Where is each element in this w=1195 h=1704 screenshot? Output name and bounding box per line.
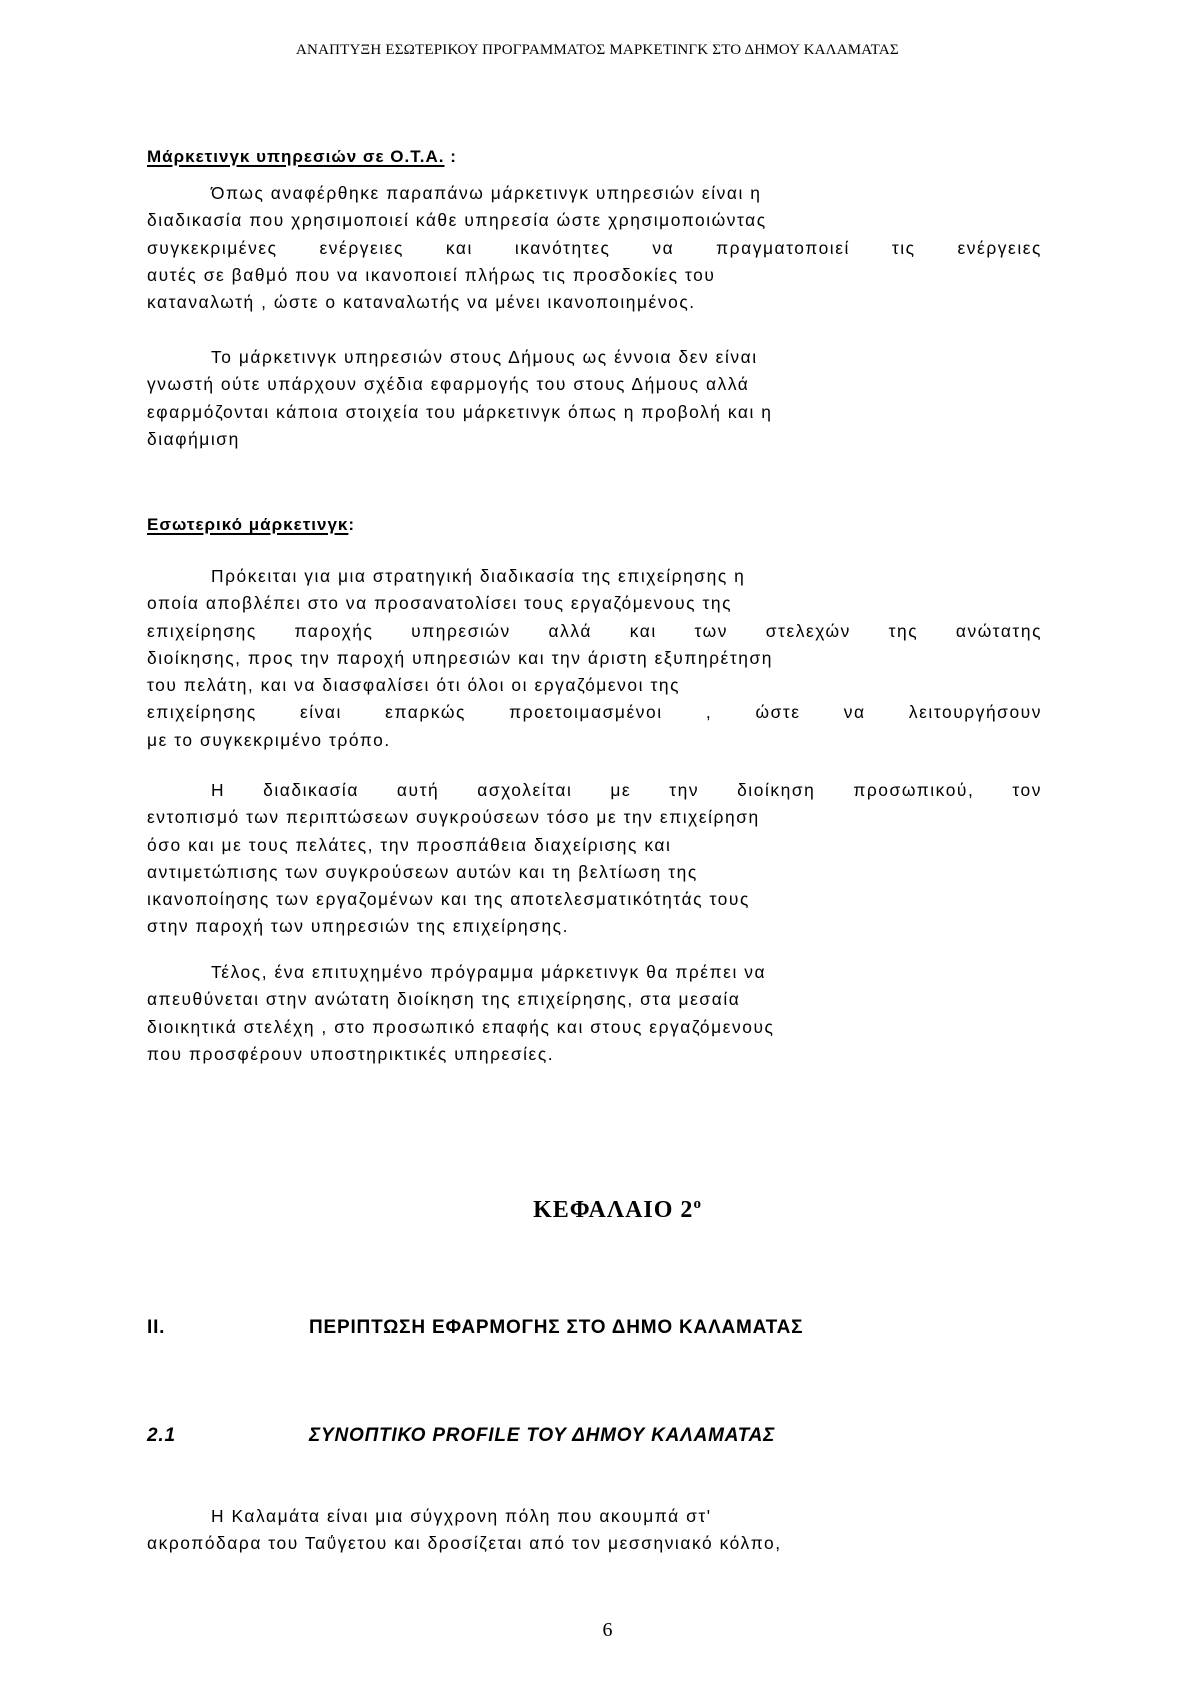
section-heading-services-marketing [147,147,457,167]
part-number: II. [147,1317,166,1338]
paragraph-kalamata-intro [147,1503,1042,1558]
section-heading-colon: : [444,147,457,166]
text-line: στην παροχή των υπηρεσιών της επιχείρησης. [147,916,569,937]
running-header: ΑΝΑΠΤΥΞΗ ΕΣΩΤΕΡΙΚΟΥ ΠΡΟΓΡΑΜΜΑΤΟΣ ΜΑΡΚΕΤΙΝΓΚ ΣΤΟ ΔΗΜΟΥ ΚΑΛΑΜΑΤΑΣ [296,42,899,58]
paragraph-process-description [147,777,1042,941]
text-line: γνωστή ούτε υπάρχουν σχέδια εφαρμογής του στους Δήμους αλλά [147,374,750,395]
paragraph-program-audience [147,959,1042,1068]
text-line: απευθύνεται στην ανώτατη διοίκηση της επιχείρησης, στα μεσαία [147,989,741,1010]
text-line: αντιμετώπισης των συγκρούσεων αυτών και τη βελτίωση της [147,861,698,882]
chapter-title [0,1196,1195,1224]
chapter-title-text: ΚΕΦΑΛΑΙΟ 2 [533,1197,694,1223]
page-number: 6 [602,1619,613,1641]
section-heading-internal-marketing [147,515,355,535]
text-line: που προσφέρουν υποστηρικτικές υπηρεσίες. [147,1043,555,1064]
part-title: ΠΕΡΙΠΤΩΣΗ ΕΦΑΡΜΟΓΗΣ ΣΤΟ ΔΗΜΟ ΚΑΛΑΜΑΤΑΣ [309,1317,804,1338]
section-heading-text: Μάρκετινγκ υπηρεσιών σε Ο.Τ.Α. [147,147,445,166]
paragraph-internal-marketing-definition [147,563,1042,754]
text-line: του πελάτη, και να διασφαλίσει ότι όλοι οι εργαζόμενοι της [147,675,681,696]
text-line: ικανοποίησης των εργαζομένων και της αποτελεσματικότητάς τους [147,889,750,910]
text-line: διοικητικά στελέχη , στο προσωπικό επαφής και στους εργαζόμενους [147,1016,775,1037]
paragraph-services-definition [147,180,1042,316]
text-line: εντοπισμό των περιπτώσεων συγκρούσεων τόσο με την επιχείρηση [147,807,760,828]
text-line: Τέλος, ένα επιτυχημένο πρόγραμμα μάρκετινγκ θα πρέπει να [211,962,767,982]
section-heading-text: Εσωτερικό μάρκετινγκ [147,515,349,534]
text-line: επιχείρησης είναι επαρκώς προετοιμασμένοι , ώστε να λειτουργήσουν [147,702,1042,723]
text-line: ακροπόδαρα του Ταΰγετου και δροσίζεται από τον μεσσηνιακό κόλπο, [147,1533,782,1554]
text-line: Πρόκειται για μια στρατηγική διαδικασία της επιχείρησης η [211,566,746,586]
subsection-heading [147,1425,775,1447]
text-line: οποία αποβλέπει στο να προσανατολίσει τους εργαζόμενους της [147,593,733,614]
text-line: Η Καλαμάτα είναι μια σύγχρονη πόλη που ακουμπά στ' [211,1506,712,1526]
text-line: με το συγκεκριμένο τρόπο. [147,729,391,750]
part-heading [147,1317,803,1339]
text-line: καταναλωτή , ώστε ο καταναλωτής να μένει ικανοποιημένος. [147,292,696,313]
text-line: Η διαδικασία αυτή ασχολείται με την διοίκηση προσωπικού, τον [211,780,1042,800]
text-line: αυτές σε βαθμό που να ικανοποιεί πλήρως τις προσδοκίες του [147,264,716,285]
text-line: διαφήμιση [147,428,240,449]
subsection-title: ΣΥΝΟΠΤΙΚΟ PROFILE ΤΟΥ ΔΗΜΟΥ ΚΑΛΑΜΑΤΑΣ [309,1425,776,1446]
text-line: επιχείρησης παροχής υπηρεσιών αλλά και των στελεχών της ανώτατης [147,620,1042,641]
text-line: διαδικασία που χρησιμοποιεί κάθε υπηρεσία ώστε χρησιμοποιώντας [147,210,767,231]
text-line: εφαρμόζονται κάποια στοιχεία του μάρκετινγκ όπως η προβολή και η [147,401,773,422]
paragraph-municipal-marketing [147,344,1042,453]
text-line: όσο και με τους πελάτες, την προσπάθεια διαχείρισης και [147,834,672,855]
text-line: διοίκησης, προς την παροχή υπηρεσιών και την άριστη εξυπηρέτηση [147,647,773,668]
text-line: Το μάρκετινγκ υπηρεσιών στους Δήμους ως έννοια δεν είναι [211,347,758,367]
section-heading-colon: : [348,515,356,534]
text-line: συγκεκριμένες ενέργειες και ικανότητες να πραγματοποιεί τις ενέργειες [147,237,1042,258]
chapter-title-superscript: ο [693,1196,702,1212]
text-line: Όπως αναφέρθηκε παραπάνω μάρκετινγκ υπηρεσιών είναι η [211,183,762,203]
subsection-number: 2.1 [147,1425,176,1446]
